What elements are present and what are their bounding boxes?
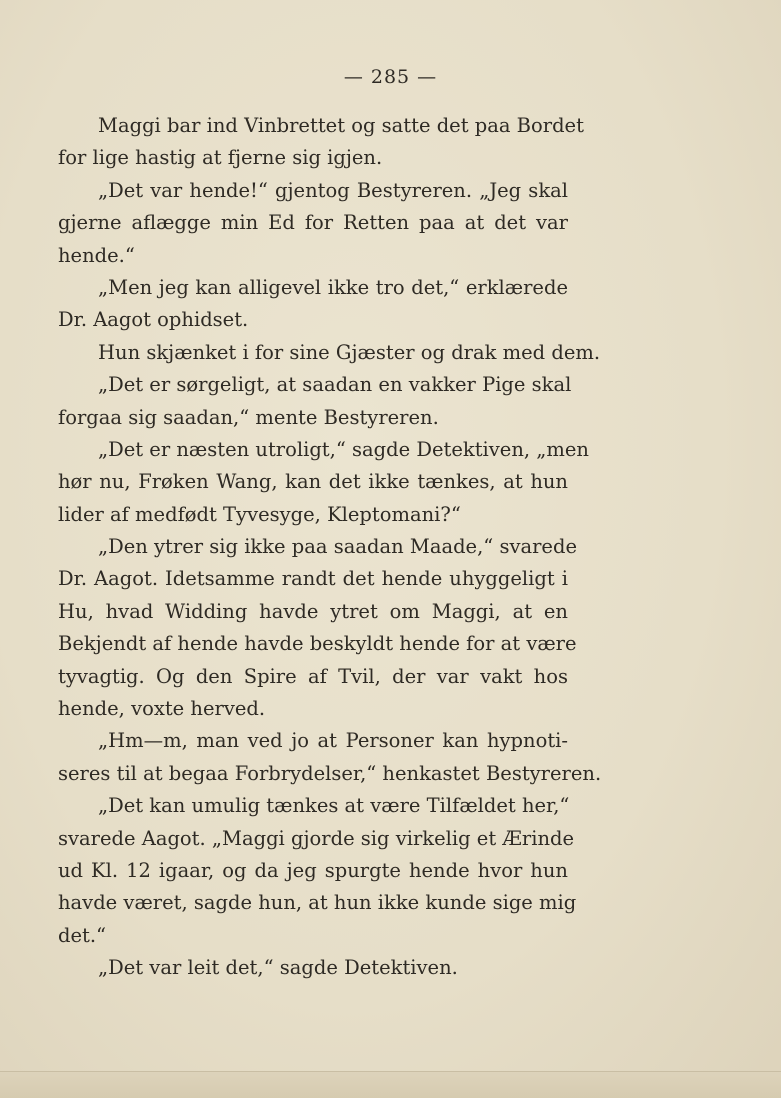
text-line: havde været, sagde hun, at hun ikke kunde sige mig	[58, 891, 577, 915]
text-line: ud Kl. 12 igaar, og da jeg spurgte hende hvor hun	[58, 858, 568, 882]
text-line: „Det var leit det,“ sagde Detektiven.	[98, 956, 458, 980]
text-line: hør nu, Frøken Wang, kan det ikke tænkes, at hun	[58, 470, 568, 494]
text-line: Hun skjænket i for sine Gjæster og drak med dem.	[98, 340, 601, 364]
text-line: Hu, hvad Widding havde ytret om Maggi, at en	[58, 599, 568, 623]
text-line: det.“	[58, 923, 107, 947]
text-line: hende, voxte herved.	[58, 697, 266, 721]
text-line: „Det kan umulig tænkes at være Tilfældet her,“	[98, 794, 570, 818]
text-line: lider af medfødt Tyvesyge, Kleptomani?“	[58, 502, 461, 526]
body-text	[58, 110, 602, 985]
text-line: „Det var hende!“ gjentog Bestyreren. „Jeg skal	[98, 178, 568, 202]
text-line: gjerne aflægge min Ed for Retten paa at det var	[58, 211, 568, 235]
text-line: „Det er næsten utroligt,“ sagde Detektiven, „men	[98, 437, 589, 461]
text-line: „Hm—m, man ved jo at Personer kan hypnoti-	[98, 729, 568, 753]
text-line: for lige hastig at fjerne sig igjen.	[58, 146, 383, 170]
text-line: Maggi bar ind Vinbrettet og satte det paa Bordet	[98, 114, 584, 137]
text-line: Dr. Aagot ophidset.	[58, 308, 249, 332]
text-line: „Det er sørgeligt, at saadan en vakker Pige skal	[98, 373, 572, 397]
text-line: tyvagtig. Og den Spire af Tvil, der var vakt hos	[58, 664, 568, 688]
text-line: Dr. Aagot. Idetsamme randt det hende uhyggeligt i	[58, 567, 568, 591]
text-line: forgaa sig saadan,“ mente Bestyreren.	[58, 405, 439, 429]
text-line: Bekjendt af hende havde beskyldt hende for at være	[58, 632, 577, 656]
text-line: svarede Aagot. „Maggi gjorde sig virkelig et Ærinde	[58, 826, 575, 850]
text-line: „Den ytrer sig ikke paa saadan Maade,“ svarede	[98, 535, 577, 559]
text-line: seres til at begaa Forbrydelser,“ henkastet Bestyreren.	[58, 761, 602, 785]
text-line: hende.“	[58, 243, 135, 267]
page-bottom-edge	[0, 1071, 781, 1098]
text-line: „Men jeg kan alligevel ikke tro det,“ erklærede	[98, 275, 568, 299]
page-number: — 285 —	[343, 66, 438, 88]
